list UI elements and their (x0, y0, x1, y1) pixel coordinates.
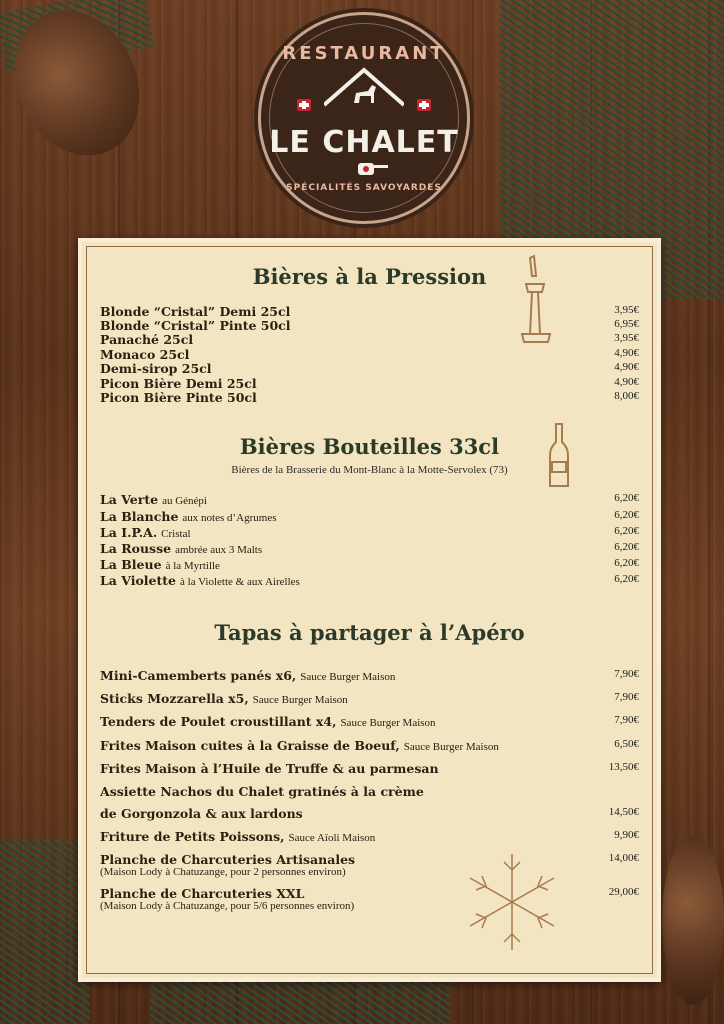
list-item: Blonde “Cristal” Pinte 50cl 6,95€ (100, 318, 639, 333)
list-item: Frites Maison cuites à la Graisse de Boeuf, Sauce Burger Maison 6,50€ (100, 738, 639, 753)
list-item: Picon Bière Pinte 50cl 8,00€ (100, 390, 639, 405)
list-item: La I.P.A. Cristal 6,20€ (100, 525, 639, 540)
logo-bottom-text: SPÉCIALITÉS SAVOYARDES (286, 183, 442, 193)
list-item: La Violette à la Violette & aux Airelles 6,20€ (100, 573, 639, 588)
section-title-tapas: Tapas à partager à l’Apéro (214, 620, 525, 645)
menu-card (78, 238, 661, 982)
list-item: Sticks Mozzarella x5, Sauce Burger Maison 7,90€ (100, 691, 639, 706)
pine-branch-bottom-left (0, 840, 90, 1024)
list-item: Monaco 25cl 4,90€ (100, 347, 639, 362)
list-item: Picon Bière Demi 25cl 4,90€ (100, 376, 639, 391)
list-item: Blonde “Cristal” Demi 25cl 3,95€ (100, 304, 639, 319)
list-item: La Blanche aux notes d’Agrumes 6,20€ (100, 509, 639, 524)
list-item: La Bleue à la Myrtille 6,20€ (100, 557, 639, 572)
pine-branch-bottom-center (150, 975, 450, 1024)
savoie-flag-right-icon (417, 99, 431, 111)
restaurant-logo (258, 12, 470, 224)
fondue-pot-icon (354, 157, 390, 177)
mountain-goat-icon (324, 65, 404, 117)
list-item: La Rousse ambrée aux 3 Malts 6,20€ (100, 541, 639, 556)
bouteilles-subtitle: Bières de la Brasserie du Mont-Blanc à la Motte-Servolex (73) (231, 464, 508, 476)
list-item: Friture de Petits Poissons, Sauce Aïoli Maison 9,90€ (100, 829, 639, 844)
snowflake-icon (460, 850, 564, 954)
section-title-pression: Bières à la Pression (252, 264, 487, 289)
list-item: Demi-sirop 25cl 4,90€ (100, 361, 639, 376)
savoie-flag-left-icon (297, 99, 311, 111)
list-item: de Gorgonzola & aux lardons 14,50€ (100, 806, 639, 821)
list-item: Mini-Camemberts panés x6, Sauce Burger Maison 7,90€ (100, 668, 639, 683)
section-title-bouteilles: Bières Bouteilles 33cl (239, 434, 500, 459)
list-item: Assiette Nachos du Chalet gratinés à la crème (100, 784, 424, 799)
logo-top-text: RESTAURANT (282, 43, 446, 64)
beer-bottle-icon (544, 422, 574, 492)
list-item: Tenders de Poulet croustillant x4, Sauce Burger Maison 7,90€ (100, 714, 639, 729)
logo-name: LE CHALET (269, 125, 459, 160)
list-item: Planche de Charcuteries Artisanales (Maison Lody à Chatuzange, pour 2 personnes environ) 14,00€ (100, 852, 639, 878)
list-item: La Verte au Génépi 6,20€ (100, 492, 639, 507)
pine-cone-bottom-right (662, 835, 724, 1005)
list-item: Panaché 25cl 3,95€ (100, 332, 639, 347)
list-item: Frites Maison à l’Huile de Truffe & au parmesan 13,50€ (100, 761, 639, 776)
list-item: Planche de Charcuteries XXL (Maison Lody à Chatuzange, pour 5/6 personnes environ) 29,00€ (100, 886, 639, 912)
